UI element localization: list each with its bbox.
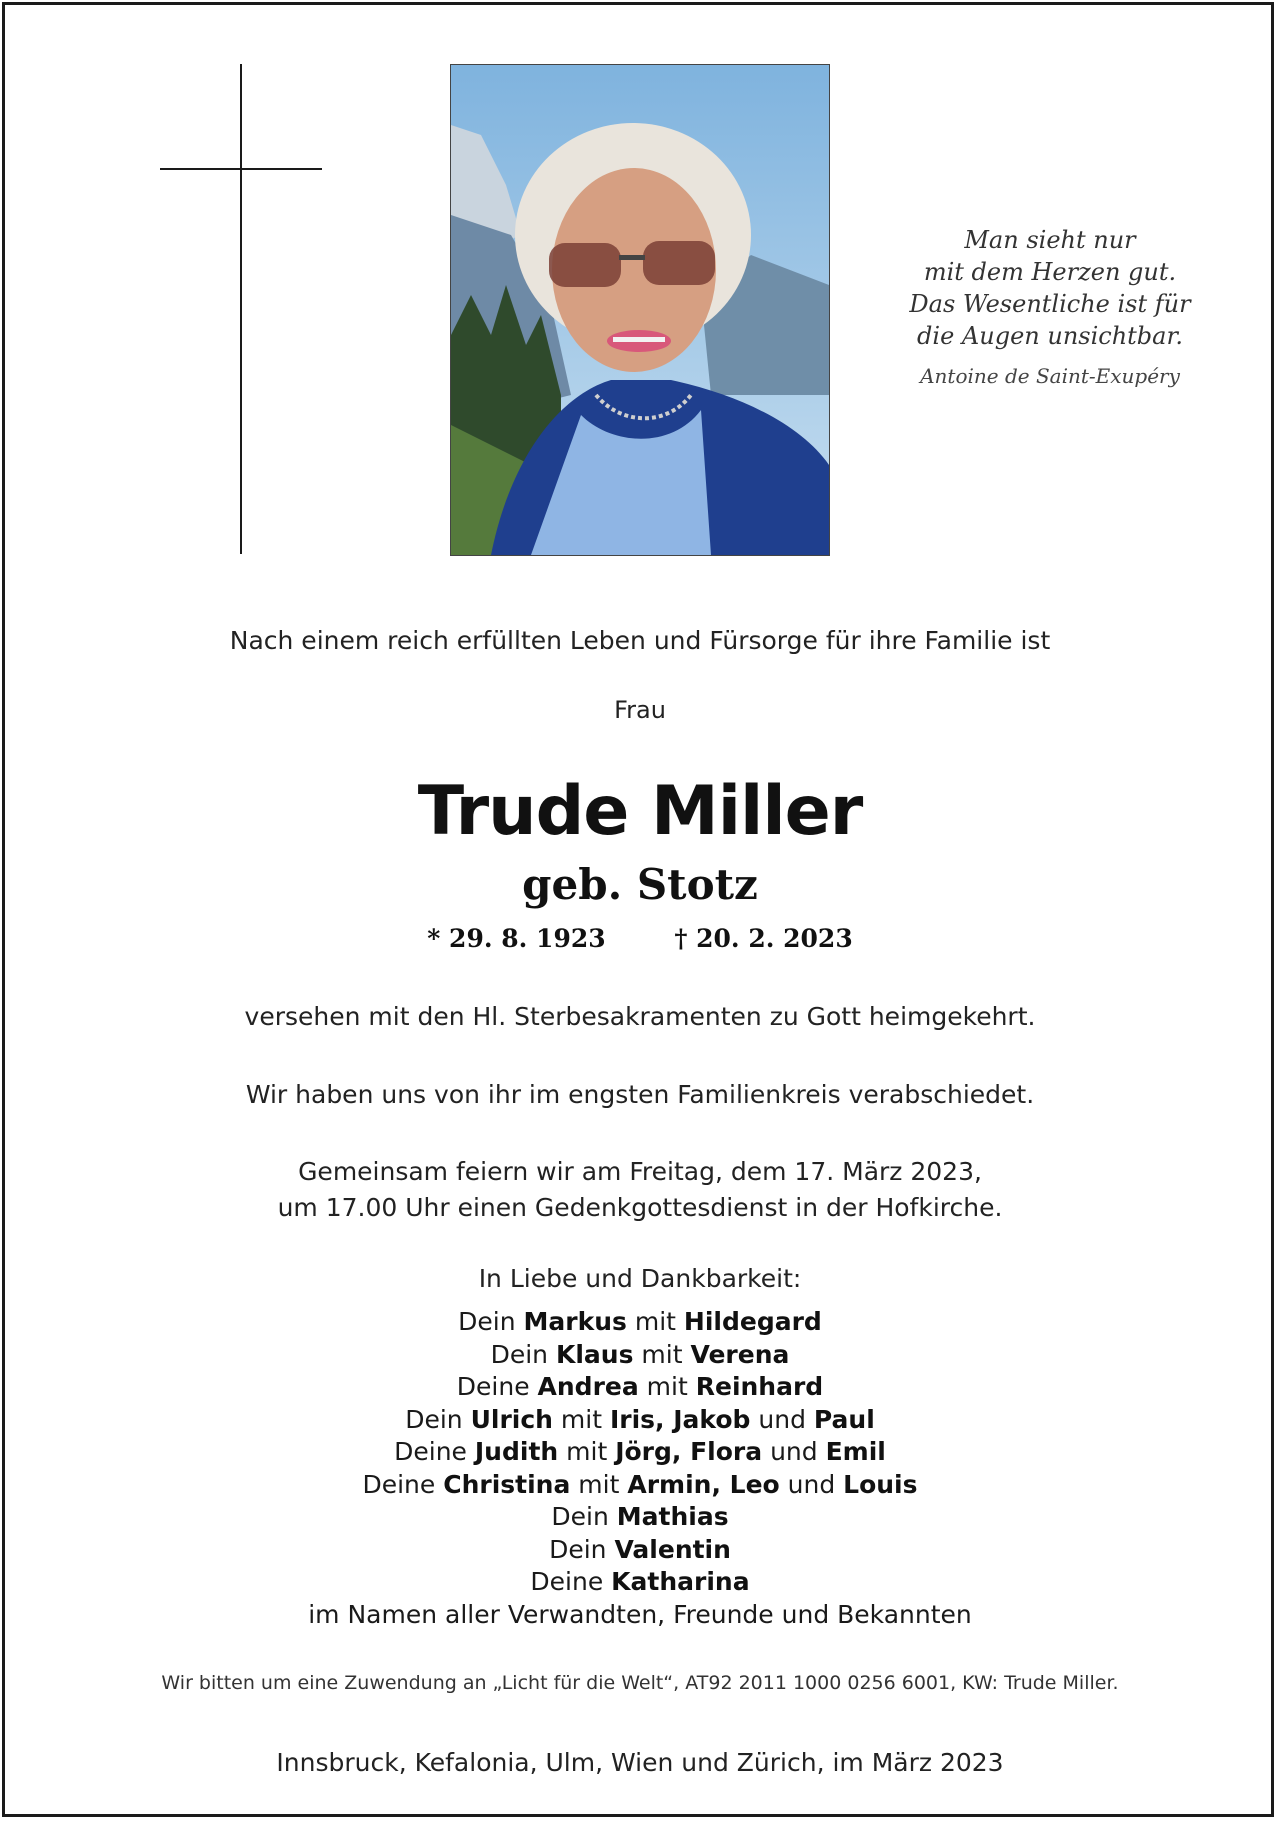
family-member-name: Hildegard: [683, 1307, 822, 1336]
family-member-name: Andrea: [537, 1372, 639, 1401]
family-member-name: Klaus: [555, 1339, 634, 1369]
family-text: Dein: [490, 1339, 556, 1369]
quote-author: Antoine de Saint-Exupéry: [920, 364, 1180, 388]
family-member-name: Katharina: [611, 1567, 750, 1596]
family-line: [0, 1469, 1280, 1502]
family-text: mit: [638, 1372, 696, 1401]
family-line: [0, 1566, 1280, 1599]
salutation: Frau: [614, 696, 666, 724]
family-line: [0, 1306, 1280, 1339]
quote-block: [860, 224, 1240, 388]
family-text: Dein: [405, 1404, 471, 1434]
family-text: Deine: [394, 1437, 475, 1466]
family-line: [0, 1501, 1280, 1534]
family-member-name: Markus: [523, 1307, 627, 1336]
cross-icon: [160, 64, 322, 554]
family-member-name: Iris, Jakob: [609, 1404, 751, 1434]
quote-line: Das Wesentliche ist für: [909, 290, 1191, 318]
intro-text: Nach einem reich erfüllten Leben und Fürsorge für ihre Familie ist: [229, 626, 1051, 655]
family-member-name: Armin, Leo: [627, 1469, 780, 1499]
life-dates: [0, 924, 1280, 953]
family-text: Dein: [551, 1502, 617, 1531]
quote-line: die Augen unsichtbar.: [917, 322, 1183, 350]
family-text: mit: [558, 1437, 616, 1466]
family-member-name: Christina: [443, 1469, 571, 1499]
portrait-photo: [450, 64, 830, 556]
service-line: Gemeinsam feiern wir am Freitag, dem 17. März 2023,: [298, 1157, 982, 1186]
quote-line: Man sieht nur: [964, 226, 1136, 254]
family-list: [0, 1306, 1280, 1631]
family-text: mit: [552, 1404, 610, 1434]
family-text: mit: [633, 1339, 691, 1369]
family-line: [0, 1371, 1280, 1404]
family-text: Deine: [362, 1469, 444, 1499]
family-text: Dein: [458, 1307, 524, 1336]
family-text: und: [762, 1437, 826, 1466]
farewell-text: Wir haben uns von ihr im engsten Familienkreis verabschiedet.: [245, 1080, 1035, 1109]
family-member-name: Louis: [843, 1469, 918, 1499]
family-member-name: Ulrich: [470, 1404, 553, 1434]
family-line: [0, 1436, 1280, 1469]
birth-name: geb. Stotz: [522, 860, 758, 909]
quote-line: mit dem Herzen gut.: [923, 258, 1177, 286]
family-member-name: Mathias: [616, 1502, 729, 1531]
family-text: mit: [626, 1307, 684, 1336]
death-date: † 20. 2. 2023: [674, 924, 853, 953]
thanks-heading: In Liebe und Dankbarkeit:: [478, 1264, 802, 1293]
donation-text: Wir bitten um eine Zuwendung an „Licht für die Welt“, AT92 2011 1000 0256 6001, KW: Trude Miller.: [161, 1672, 1119, 1694]
family-member-name: Emil: [825, 1437, 886, 1466]
family-line: [0, 1534, 1280, 1567]
family-line: [0, 1404, 1280, 1437]
family-member-name: Paul: [813, 1404, 875, 1434]
family-text: und: [750, 1404, 814, 1434]
family-text: Deine: [456, 1372, 538, 1401]
family-text: Deine: [530, 1567, 612, 1596]
family-text: und: [779, 1469, 844, 1499]
family-member-name: Reinhard: [695, 1372, 824, 1401]
family-member-name: Verena: [690, 1339, 790, 1369]
family-line: [0, 1599, 1280, 1632]
service-text: [0, 1154, 1280, 1226]
sacraments-text: versehen mit den Hl. Sterbesakramenten zu Gott heimgekehrt.: [244, 1002, 1036, 1031]
birth-date: * 29. 8. 1923: [427, 924, 606, 953]
family-text: Dein: [549, 1534, 615, 1564]
service-line: um 17.00 Uhr einen Gedenkgottesdienst in der Hofkirche.: [277, 1193, 1003, 1222]
family-member-name: Judith: [474, 1437, 559, 1466]
family-member-name: Valentin: [614, 1534, 731, 1564]
family-text: im Namen aller Verwandten, Freunde und Bekannten: [308, 1599, 972, 1629]
family-member-name: Jörg, Flora: [615, 1437, 763, 1466]
family-line: [0, 1339, 1280, 1372]
place-date: Innsbruck, Kefalonia, Ulm, Wien und Zürich, im März 2023: [276, 1748, 1004, 1777]
family-text: mit: [570, 1469, 628, 1499]
deceased-name: Trude Miller: [417, 772, 863, 851]
